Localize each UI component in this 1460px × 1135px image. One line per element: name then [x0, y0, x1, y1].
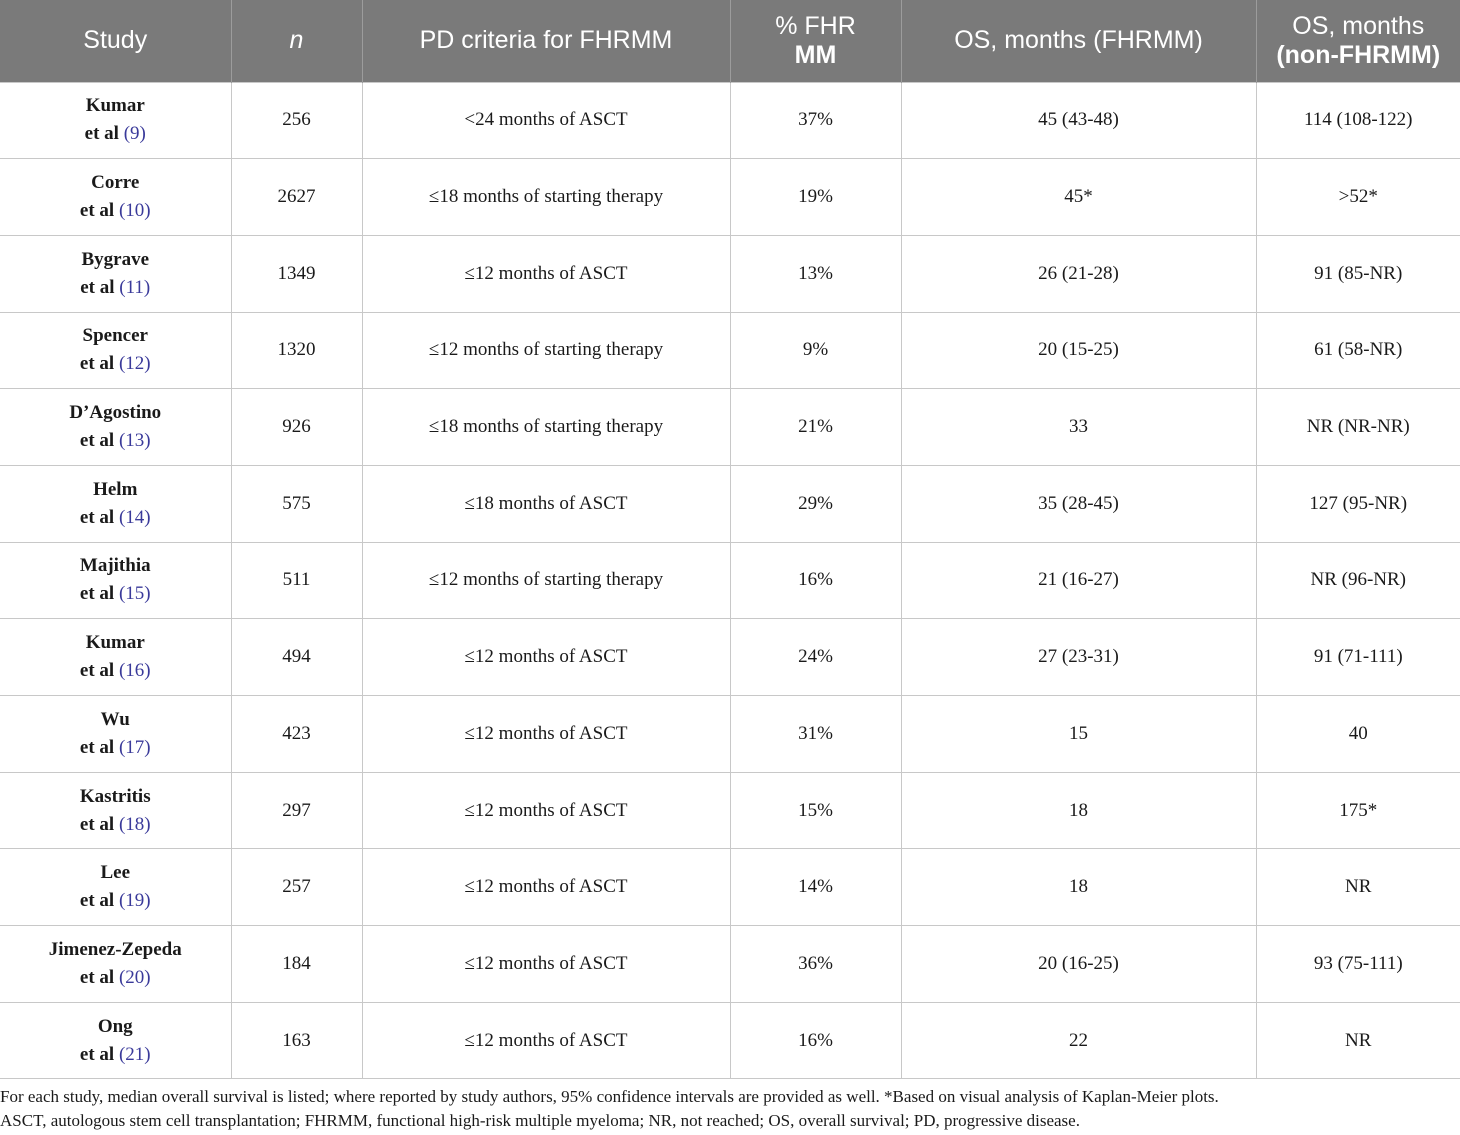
pct-fhrmm-cell: 37% [730, 82, 901, 159]
os-fhrmm-cell: 18 [901, 849, 1256, 926]
pct-fhrmm-cell: 36% [730, 926, 901, 1003]
study-etal: et al [79, 890, 115, 912]
n-cell: 423 [231, 696, 362, 773]
study-author: Helm [93, 478, 138, 500]
pd-criteria-cell: ≤12 months of ASCT [362, 772, 730, 849]
pd-criteria-cell: ≤12 months of starting therapy [362, 312, 730, 389]
reference-link[interactable]: 21 [125, 1043, 145, 1065]
reference-open: ( [118, 1043, 126, 1065]
study-cell [0, 542, 231, 619]
table-row [0, 82, 1460, 159]
reference-close: ) [144, 890, 151, 912]
pct-fhrmm-cell: 9% [730, 312, 901, 389]
pd-criteria-cell: ≤18 months of starting therapy [362, 159, 730, 236]
os-non-fhrmm-cell: 127 (95-NR) [1256, 465, 1460, 542]
reference-close: ) [143, 276, 151, 298]
reference-open: ( [118, 890, 126, 912]
os-fhrmm-cell: 20 (16-25) [901, 926, 1256, 1003]
os-non-fhrmm-cell: NR [1256, 1002, 1460, 1079]
n-cell: 1349 [231, 235, 362, 312]
pct-fhrmm-cell: 31% [730, 696, 901, 773]
study-author: Majithia [79, 555, 151, 577]
os-non-fhrmm-cell: 91 (85-NR) [1256, 235, 1460, 312]
study-cell [0, 619, 231, 696]
pd-criteria-cell: ≤12 months of ASCT [362, 926, 730, 1003]
os-non-fhrmm-cell: >52* [1256, 159, 1460, 236]
table-row [0, 465, 1460, 542]
table-row [0, 312, 1460, 389]
reference-open: ( [118, 430, 126, 452]
table-row [0, 926, 1460, 1003]
reference-link[interactable]: 10 [125, 200, 145, 222]
pct-fhrmm-cell: 21% [730, 389, 901, 466]
reference-close: ) [144, 583, 151, 605]
table-row [0, 619, 1460, 696]
reference-close: ) [144, 660, 151, 682]
study-etal: et al [79, 660, 115, 682]
header-pd-criteria: PD criteria for FHRMM [362, 0, 730, 82]
study-etal: et al [80, 276, 115, 298]
pd-criteria-cell: ≤12 months of ASCT [362, 1002, 730, 1079]
study-etal: et al [79, 583, 115, 605]
study-author: D’Agostino [69, 402, 162, 424]
study-cell [0, 926, 231, 1003]
pct-fhrmm-cell: 14% [730, 849, 901, 926]
n-cell: 257 [231, 849, 362, 926]
study-etal: et al [79, 966, 115, 988]
n-cell: 297 [231, 772, 362, 849]
study-author: Kumar [85, 632, 145, 654]
footnote-line-1: For each study, median overall survival is listed; where reported by study authors, 95% confidence intervals are provided as well. *Based on visual analysis of Kaplan-Meier plots. [0, 1087, 1219, 1107]
reference-link[interactable]: 14 [125, 506, 145, 528]
pd-criteria-cell: ≤12 months of ASCT [362, 619, 730, 696]
study-cell [0, 82, 231, 159]
os-fhrmm-cell: 27 (23-31) [901, 619, 1256, 696]
os-fhrmm-cell: 45* [901, 159, 1256, 236]
reference-open: ( [118, 200, 126, 222]
reference-link[interactable]: 19 [125, 890, 145, 912]
reference-close: ) [144, 736, 151, 758]
study-cell [0, 235, 231, 312]
reference-close: ) [144, 966, 151, 988]
reference-link[interactable]: 9 [130, 123, 140, 145]
reference-close: ) [139, 123, 146, 145]
reference-open: ( [118, 660, 126, 682]
n-cell: 926 [231, 389, 362, 466]
reference-open: ( [118, 353, 126, 375]
os-fhrmm-cell: 15 [901, 696, 1256, 773]
study-author: Wu [100, 708, 130, 730]
reference-link[interactable]: 15 [125, 583, 145, 605]
study-cell [0, 312, 231, 389]
pd-criteria-cell: ≤18 months of starting therapy [362, 389, 730, 466]
os-non-fhrmm-cell: 61 (58-NR) [1256, 312, 1460, 389]
pct-fhrmm-cell: 16% [730, 1002, 901, 1079]
os-fhrmm-cell: 26 (21-28) [901, 235, 1256, 312]
study-author: Corre [91, 172, 140, 194]
reference-link[interactable]: 17 [125, 736, 145, 758]
n-cell: 1320 [231, 312, 362, 389]
study-etal: et al [79, 200, 115, 222]
header-study: Study [0, 0, 231, 82]
header-os-non-fhrmm: OS, months (non-FHRMM) [1256, 0, 1460, 82]
os-non-fhrmm-cell: 91 (71-111) [1256, 619, 1460, 696]
table-row [0, 542, 1460, 619]
reference-link[interactable]: 13 [125, 430, 145, 452]
pd-criteria-cell: ≤12 months of ASCT [362, 849, 730, 926]
os-non-fhrmm-cell: 175* [1256, 772, 1460, 849]
table-row [0, 1002, 1460, 1079]
study-cell [0, 1002, 231, 1079]
table-row [0, 235, 1460, 312]
reference-open: ( [119, 276, 126, 298]
os-fhrmm-cell: 45 (43-48) [901, 82, 1256, 159]
os-fhrmm-cell: 20 (15-25) [901, 312, 1256, 389]
os-non-fhrmm-cell: NR [1256, 849, 1460, 926]
n-cell: 163 [231, 1002, 362, 1079]
reference-link[interactable]: 11 [125, 276, 144, 298]
n-cell: 511 [231, 542, 362, 619]
reference-close: ) [144, 813, 151, 835]
reference-close: ) [144, 1043, 151, 1065]
reference-close: ) [144, 353, 151, 375]
study-etal: et al [84, 123, 119, 145]
pct-fhrmm-cell: 19% [730, 159, 901, 236]
n-cell: 2627 [231, 159, 362, 236]
study-author: Ong [97, 1015, 133, 1037]
reference-open: ( [118, 506, 126, 528]
os-fhrmm-cell: 18 [901, 772, 1256, 849]
table-row [0, 696, 1460, 773]
reference-open: ( [118, 583, 126, 605]
study-cell [0, 696, 231, 773]
study-cell [0, 389, 231, 466]
study-cell [0, 849, 231, 926]
n-cell: 575 [231, 465, 362, 542]
header-n: n [231, 0, 362, 82]
pd-criteria-cell: ≤12 months of ASCT [362, 235, 730, 312]
table-row [0, 849, 1460, 926]
os-non-fhrmm-cell: 93 (75-111) [1256, 926, 1460, 1003]
reference-open: ( [118, 966, 126, 988]
os-non-fhrmm-cell: NR (96-NR) [1256, 542, 1460, 619]
study-author: Kumar [85, 95, 145, 117]
study-etal: et al [79, 506, 115, 528]
study-author: Kastritis [79, 785, 151, 807]
study-etal: et al [79, 736, 115, 758]
pct-fhrmm-cell: 16% [730, 542, 901, 619]
pd-criteria-cell: ≤12 months of ASCT [362, 696, 730, 773]
pct-fhrmm-cell: 24% [730, 619, 901, 696]
n-cell: 256 [231, 82, 362, 159]
reference-link[interactable]: 12 [125, 353, 145, 375]
reference-link[interactable]: 20 [125, 966, 145, 988]
n-cell: 184 [231, 926, 362, 1003]
os-fhrmm-cell: 35 (28-45) [901, 465, 1256, 542]
reference-open: ( [118, 736, 126, 758]
reference-link[interactable]: 16 [125, 660, 145, 682]
table-row [0, 159, 1460, 236]
pd-criteria-cell: ≤18 months of ASCT [362, 465, 730, 542]
pct-fhrmm-cell: 15% [730, 772, 901, 849]
pct-fhrmm-cell: 13% [730, 235, 901, 312]
pct-fhrmm-cell: 29% [730, 465, 901, 542]
header-row [0, 0, 1460, 82]
os-fhrmm-cell: 22 [901, 1002, 1256, 1079]
header-pct-fhrmm: % FHR MM [730, 0, 901, 82]
study-author: Jimenez-Zepeda [48, 938, 182, 960]
footnote-line-2: ASCT, autologous stem cell transplantation; FHRMM, functional high-risk multiple myeloma; NR, not reached; OS, overall survival; PD, progressive disease. [0, 1111, 1080, 1131]
study-author: Bygrave [81, 248, 150, 270]
header-os-fhrmm: OS, months (FHRMM) [901, 0, 1256, 82]
reference-open: ( [123, 123, 131, 145]
os-non-fhrmm-cell: 40 [1256, 696, 1460, 773]
study-etal: et al [79, 353, 115, 375]
reference-close: ) [144, 200, 151, 222]
table-footnote [0, 1085, 1460, 1133]
table-body [0, 82, 1460, 1079]
study-cell [0, 772, 231, 849]
os-fhrmm-cell: 21 (16-27) [901, 542, 1256, 619]
table-row [0, 389, 1460, 466]
n-cell: 494 [231, 619, 362, 696]
pd-criteria-cell: ≤12 months of starting therapy [362, 542, 730, 619]
study-author: Spencer [82, 325, 148, 347]
pd-criteria-cell: <24 months of ASCT [362, 82, 730, 159]
study-etal: et al [79, 430, 115, 452]
study-etal: et al [79, 813, 115, 835]
study-etal: et al [79, 1043, 115, 1065]
os-non-fhrmm-cell: 114 (108-122) [1256, 82, 1460, 159]
reference-close: ) [144, 430, 151, 452]
study-cell [0, 465, 231, 542]
os-fhrmm-cell: 33 [901, 389, 1256, 466]
study-author: Lee [100, 862, 131, 884]
reference-link[interactable]: 18 [125, 813, 145, 835]
os-non-fhrmm-cell: NR (NR-NR) [1256, 389, 1460, 466]
reference-close: ) [144, 506, 151, 528]
reference-open: ( [118, 813, 126, 835]
study-cell [0, 159, 231, 236]
table-row [0, 772, 1460, 849]
